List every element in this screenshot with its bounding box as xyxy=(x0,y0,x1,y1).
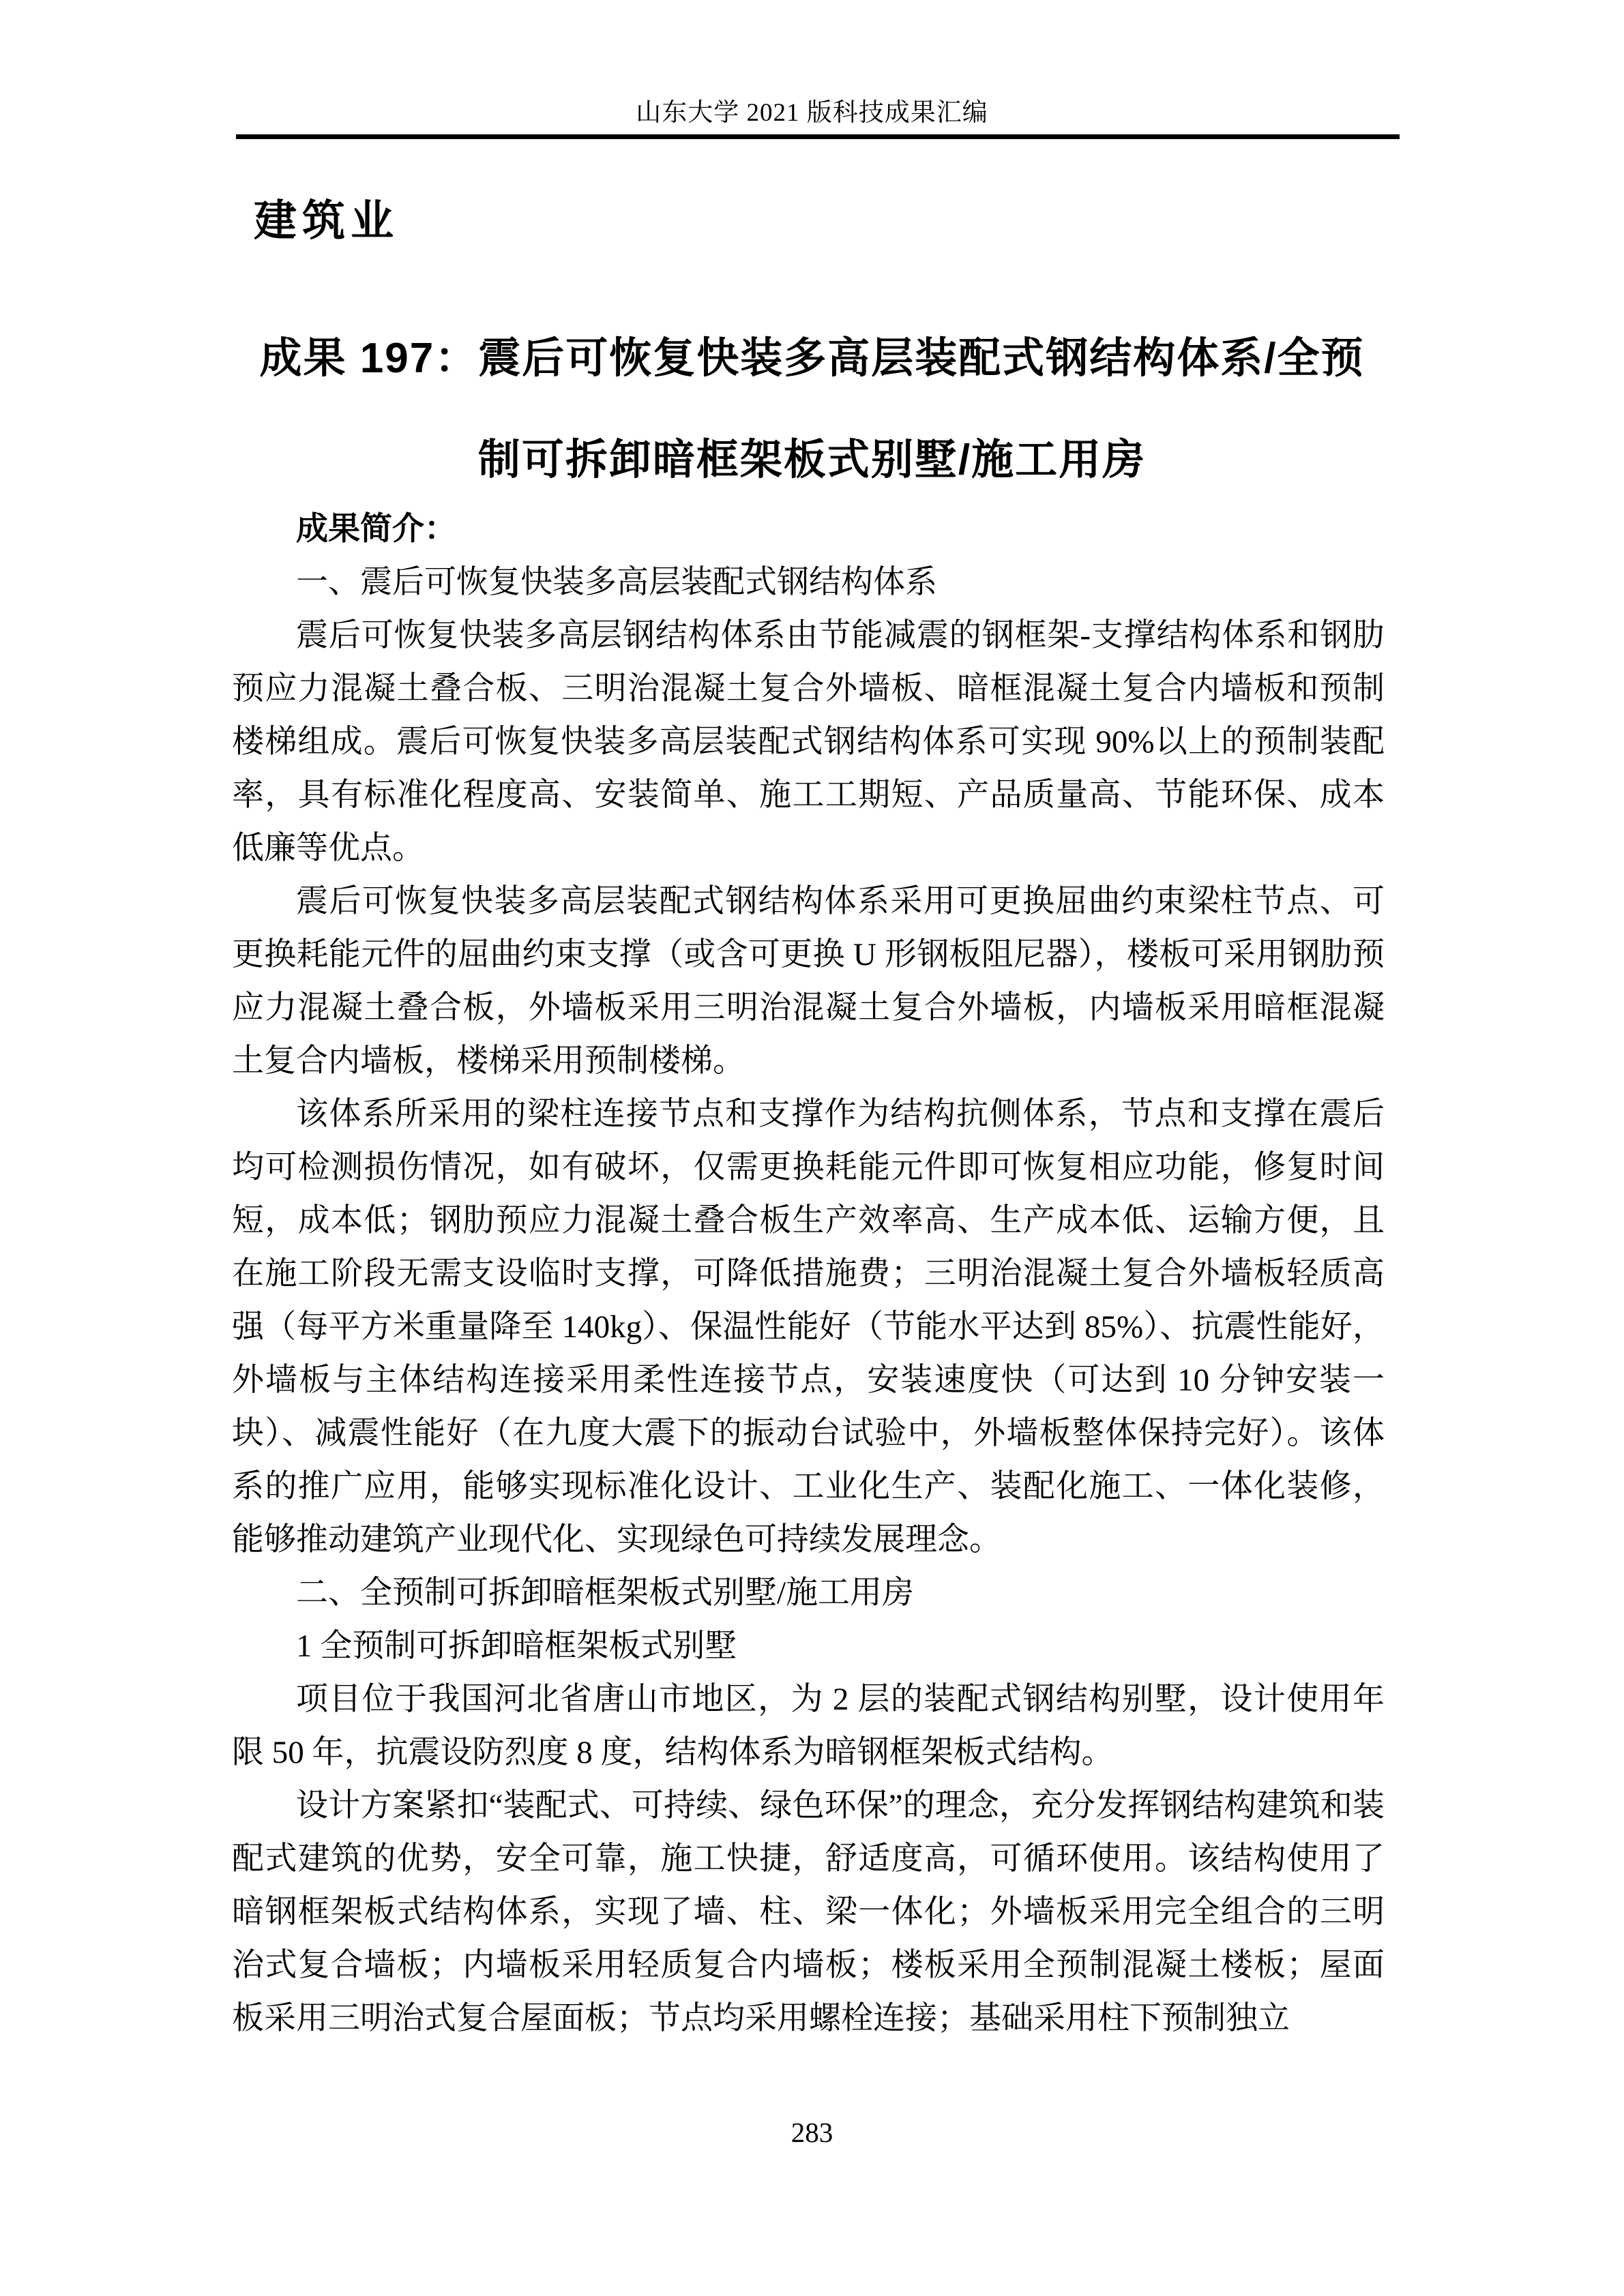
paragraph: 设计方案紧扣“装配式、可持续、绿色环保”的理念，充分发挥钢结构建筑和装配式建筑的优势，安全可靠，施工快捷，舒适度高，可循环使用。该结构使用了暗钢框架板式结构体系，实现了墙、柱、梁一体化；外墙板采用完全组合的三明治式复合墙板；内墙板采用轻质复合内墙板；楼板采用全预制混凝土楼板；屋面板采用三明治式复合屋面板；节点均采用螺栓连接；基础采用柱下预制独立 xyxy=(232,1788,1385,2036)
body-text xyxy=(232,503,1385,2045)
achievement-title-line-2: 制可拆卸暗框架板式别墅/施工用房 xyxy=(477,436,1147,483)
paragraph: 项目位于我国河北省唐山市地区，为 2 层的装配式钢结构别墅，设计使用年限 50 年，抗震设防烈度 8 度，结构体系为暗钢框架板式结构。 xyxy=(232,1682,1385,1770)
paragraph-subheading-line: 二、全预制可拆卸暗框架板式别墅/施工用房 xyxy=(296,1575,915,1611)
paragraph: 震后可恢复快装多高层装配式钢结构体系采用可更换屈曲约束梁柱节点、可更换耗能元件的屈曲约束支撑（或含可更换 U 形钢板阻尼器），楼板可采用钢肋预应力混凝土叠合板，外墙板采用三明治混凝土复合外墙板，内墙板采用暗框混凝土复合内墙板，楼梯采用预制楼梯。 xyxy=(232,884,1385,1079)
paragraph-subheading-line: 一、震后可恢复快装多高层装配式钢结构体系 xyxy=(296,565,937,600)
running-header: 山东大学 2021 版科技成果汇编 xyxy=(636,99,988,127)
paragraph: 震后可恢复快装多高层钢结构体系由节能减震的钢框架-支撑结构体系和钢肋预应力混凝土叠合板、三明治混凝土复合外墙板、暗框混凝土复合内墙板和预制楼梯组成。震后可恢复快装多高层装配式钢结构体系可实现 90%以上的预制装配率，具有标准化程度高、安装简单、施工工期短、产品质量高、节能环保、成本低廉等优点。 xyxy=(232,618,1385,866)
paragraph-subheading-line: 1 全预制可拆卸暗框架板式别墅 xyxy=(296,1628,737,1664)
section-heading: 建筑业 xyxy=(254,197,399,245)
header-rule-divider xyxy=(236,134,1400,139)
paragraph-intro-heading: 成果简介： xyxy=(296,511,456,547)
achievement-title-line-1: 成果 197：震后可恢复快装多高层装配式钢结构体系/全预 xyxy=(259,335,1365,382)
achievement-title xyxy=(191,308,1433,511)
page-number: 283 xyxy=(791,2117,833,2148)
paragraph: 该体系所采用的梁柱连接节点和支撑作为结构抗侧体系，节点和支撑在震后均可检测损伤情况，如有破坏，仅需更换耗能元件即可恢复相应功能，修复时间短，成本低；钢肋预应力混凝土叠合板生产效率高、生产成本低、运输方便，且在施工阶段无需支设临时支撑，可降低措施费；三明治混凝土复合外墙板轻质高强（每平方米重量降至 140kg）、保温性能好（节能水平达到 85%）、抗震性能好，外墙板与主体结构连接采用柔性连接节点，安装速度快（可达到 10 分钟安装一块）、减震性能好（在九度大震下的振动台试验中，外墙板整体保持完好）。该体系的推广应用，能够实现标准化设计、工业化生产、装配化施工、一体化装修，能够推动建筑产业现代化、实现绿色可持续发展理念。 xyxy=(232,1097,1385,1557)
